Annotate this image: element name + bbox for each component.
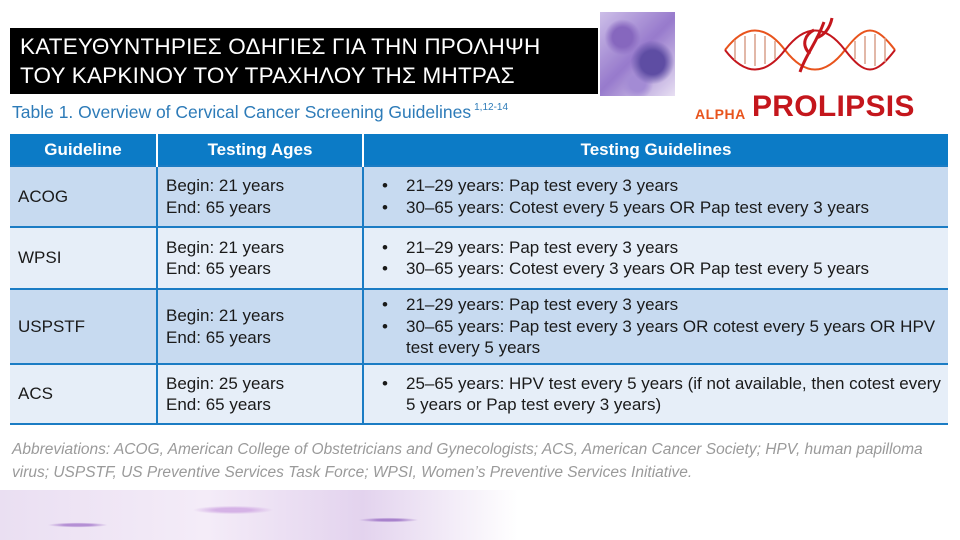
guideline-item: • 21–29 years: Pap test every 3 years [382, 176, 679, 195]
begin-age: Begin: 25 years [166, 373, 285, 393]
screening-guidelines-table [10, 134, 948, 425]
header-testing-ages: Testing Ages [157, 134, 363, 166]
table-row [10, 364, 948, 424]
guideline-cell: ACOG [10, 166, 157, 227]
guideline-item: • 30–65 years: Cotest every 3 years OR Pap test every 5 years [382, 259, 869, 278]
guideline-item: • 30–65 years: Pap test every 3 years OR cotest every 5 years OR HPV test every 5 years [382, 316, 936, 358]
bullet-icon: • [382, 373, 388, 393]
header-testing-guidelines: Testing Guidelines [363, 134, 948, 166]
slide-title-line-1: ΚΑΤΕΥΘΥΝΤΗΡΙΕΣ ΟΔΗΓΙΕΣ ΓΙΑ ΤΗΝ ΠΡΟΛΗΨΗ [20, 34, 541, 59]
testing-guidelines-cell [363, 166, 948, 227]
logo-name-text: PROLIPSIS [752, 90, 915, 123]
guideline-list [382, 373, 948, 416]
slide-title [10, 28, 598, 94]
alpha-prolipsis-logo [690, 14, 940, 124]
table-row [10, 227, 948, 289]
end-age: End: 65 years [166, 395, 271, 414]
guideline-item: • 25–65 years: HPV test every 5 years (if not available, then cotest every 5 years or Pap test every 3 years) [382, 373, 941, 414]
guideline-cell: USPSTF [10, 289, 157, 364]
microscopy-image-bottom [0, 490, 518, 540]
dna-helix-icon [720, 14, 900, 86]
guideline-item: • 21–29 years: Pap test every 3 years [382, 237, 679, 257]
guideline-list [382, 294, 948, 359]
guideline-list [382, 175, 948, 218]
guideline-list [382, 237, 948, 280]
table-header-row [10, 134, 948, 166]
testing-ages-cell [157, 227, 363, 289]
guideline-item: • 30–65 years: Cotest every 5 years OR Pap test every 3 years [382, 197, 869, 217]
testing-guidelines-cell [363, 227, 948, 289]
begin-age: Begin: 21 years [166, 237, 285, 257]
guideline-item: • 21–29 years: Pap test every 3 years [382, 295, 679, 315]
table-row [10, 289, 948, 364]
logo-alpha-text: ALPHA [695, 106, 746, 122]
guideline-cell: ACS [10, 364, 157, 424]
table-title [12, 102, 508, 123]
guideline-cell: WPSI [10, 227, 157, 289]
bullet-icon: • [382, 237, 388, 257]
microscopy-image-top [600, 12, 675, 96]
testing-ages-cell [157, 166, 363, 227]
begin-age: Begin: 21 years [166, 176, 285, 195]
table-row [10, 166, 948, 227]
end-age: End: 65 years [166, 197, 271, 217]
bullet-icon: • [382, 259, 388, 278]
table-title-text: Table 1. Overview of Cervical Cancer Screening Guidelines [12, 102, 472, 122]
bullet-icon: • [382, 316, 388, 336]
testing-guidelines-cell [363, 364, 948, 424]
testing-ages-cell [157, 364, 363, 424]
end-age: End: 65 years [166, 259, 271, 278]
bullet-icon: • [382, 197, 388, 217]
testing-guidelines-cell [363, 289, 948, 364]
bullet-icon: • [382, 176, 388, 195]
begin-age: Begin: 21 years [166, 306, 285, 325]
slide-title-line-2: ΤΟΥ ΚΑΡΚΙΝΟΥ ΤΟΥ ΤΡΑΧΗΛΟΥ ΤΗΣ ΜΗΤΡΑΣ [20, 63, 515, 88]
bullet-icon: • [382, 295, 388, 315]
end-age: End: 65 years [166, 327, 271, 347]
testing-ages-cell [157, 289, 363, 364]
table-title-references: 1,12-14 [474, 102, 509, 113]
header-guideline: Guideline [10, 134, 157, 166]
abbreviations-note: Abbreviations: ACOG, American College of Obstetricians and Gynecologists; ACS, American Cancer Society; HPV, human papilloma virus; USPSTF, US Preventive Services Task Force; WPSI, Women’s Preventive Services Initiative. [12, 441, 923, 481]
